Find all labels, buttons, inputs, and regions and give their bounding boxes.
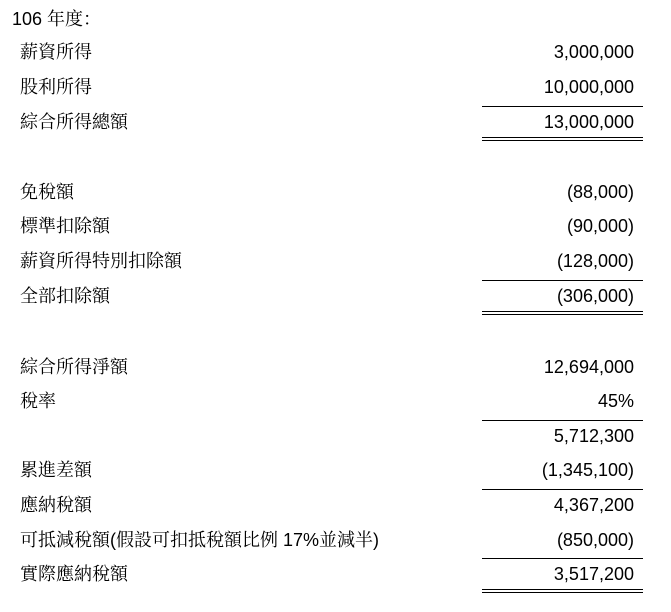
- row-actual-tax-payable: [0, 558, 671, 592]
- subtotal-rule: [482, 558, 643, 559]
- subtotal-rule: [482, 280, 643, 281]
- row-value: (128,000): [556, 251, 634, 271]
- row-net-income: [0, 351, 671, 385]
- subtotal-rule: [482, 420, 643, 421]
- row-salary-income: [0, 36, 671, 70]
- row-value: 4,367,200: [553, 495, 634, 515]
- row-value: 3,517,200: [553, 564, 634, 584]
- row-label: 綜合所得總額: [20, 112, 128, 132]
- row-value: (850,000): [556, 530, 634, 550]
- row-value: (306,000): [556, 286, 634, 306]
- row-label: 標準扣除額: [20, 216, 110, 236]
- row-label: 綜合所得淨額: [20, 357, 128, 377]
- subtotal-rule: [482, 489, 643, 490]
- row-label: 薪資所得特別扣除額: [20, 251, 182, 271]
- subtotal-rule: [482, 106, 643, 107]
- row-label: 應納稅額: [20, 495, 92, 515]
- row-label: 免稅額: [20, 182, 74, 202]
- row-dividend-income: [0, 71, 671, 105]
- row-salary-special-deduction: [0, 245, 671, 279]
- row-tax-product: [0, 420, 671, 454]
- row-value: (88,000): [566, 182, 634, 202]
- row-value: (1,345,100): [541, 460, 634, 480]
- row-value: 13,000,000: [543, 112, 634, 132]
- statement-heading: 106 年度：: [12, 9, 102, 29]
- row-label: 實際應納稅額: [20, 564, 128, 584]
- row-tax-rate: [0, 385, 671, 419]
- total-double-rule: [482, 137, 643, 141]
- row-label: 累進差額: [20, 460, 92, 480]
- row-value: 10,000,000: [543, 77, 634, 97]
- row-label: 可抵減稅額(假設可扣抵稅額比例 17%並減半): [20, 530, 380, 550]
- row-tax-payable: [0, 489, 671, 523]
- total-double-rule: [482, 311, 643, 315]
- row-value: 3,000,000: [553, 42, 634, 62]
- row-value: (90,000): [566, 216, 634, 236]
- row-progressive-difference: [0, 454, 671, 488]
- row-exemption: [0, 176, 671, 210]
- total-double-rule: [482, 589, 643, 593]
- row-standard-deduction: [0, 210, 671, 244]
- row-total-deductions: [0, 280, 671, 314]
- row-label: 股利所得: [20, 77, 92, 97]
- row-creditable-tax: [0, 524, 671, 558]
- row-gross-income-total: [0, 106, 671, 140]
- row-value: 45%: [597, 391, 634, 411]
- row-value: 12,694,000: [543, 357, 634, 377]
- row-value: 5,712,300: [553, 426, 634, 446]
- row-label: 全部扣除額: [20, 286, 110, 306]
- row-label: 薪資所得: [20, 42, 92, 62]
- row-label: 稅率: [20, 391, 56, 411]
